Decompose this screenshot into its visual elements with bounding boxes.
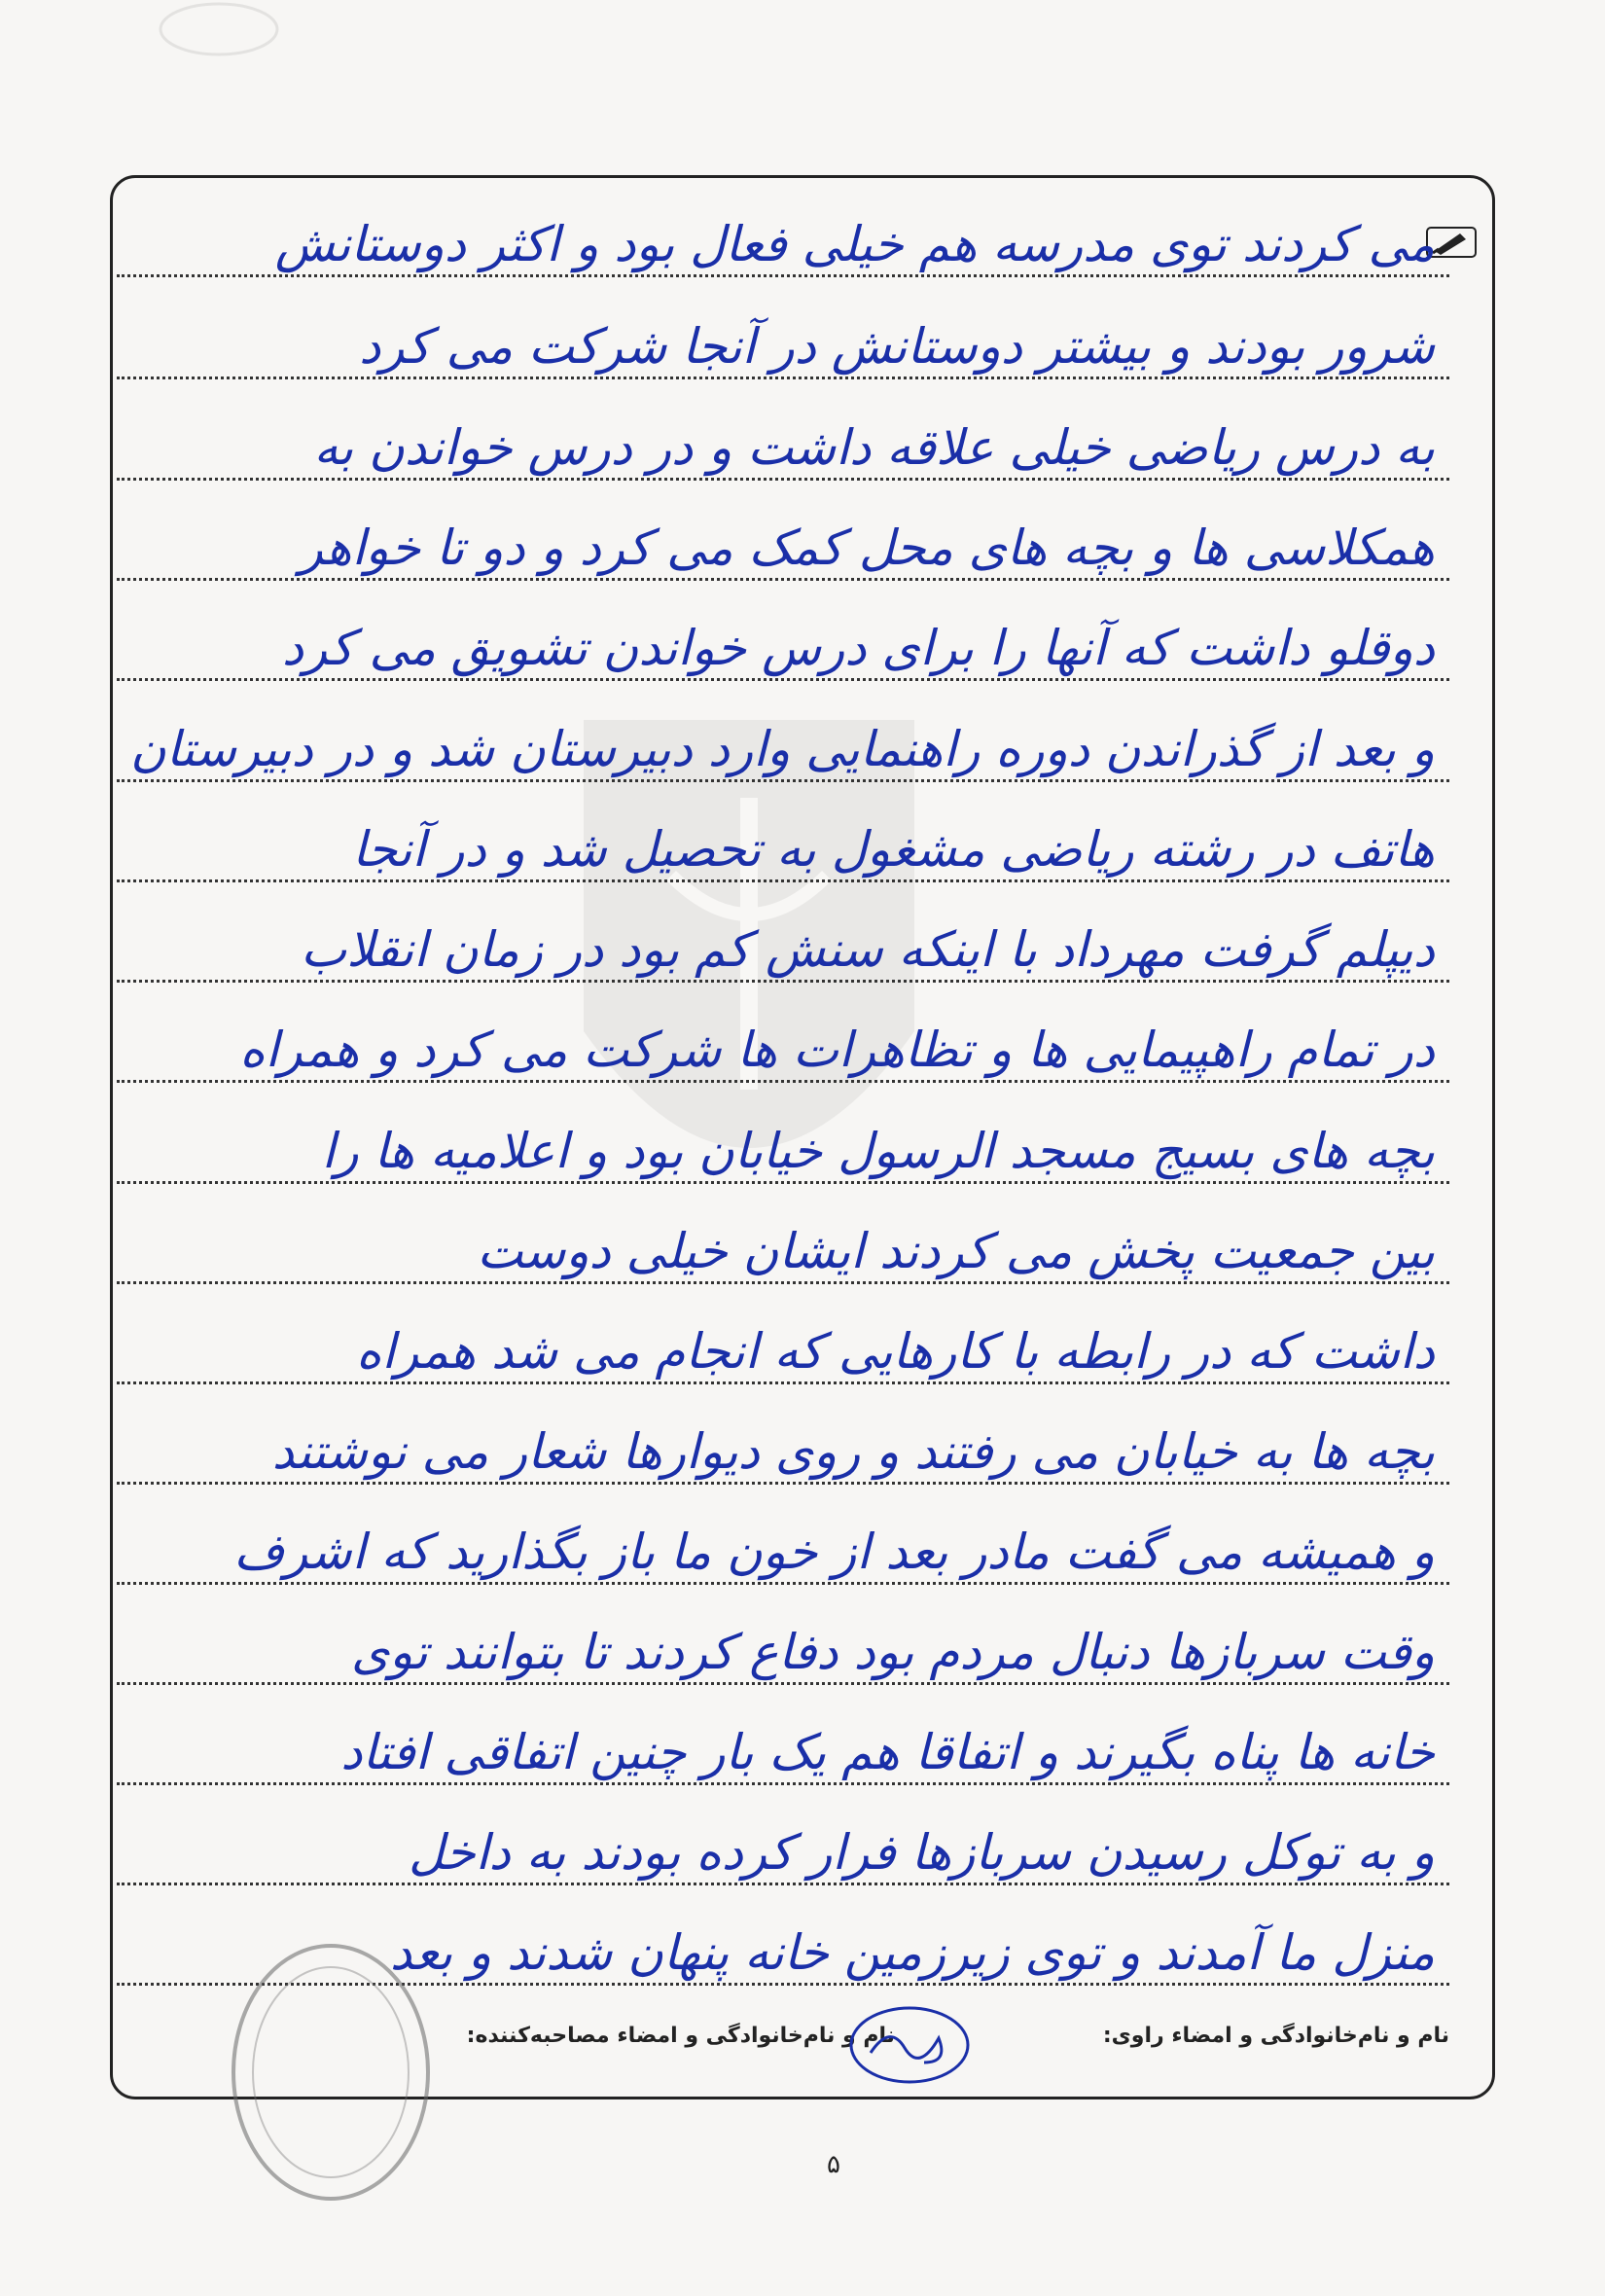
handwritten-line: و بعد از گذراندن دوره راهنمایی وارد دبیرستان شد و در دبیرستان	[130, 721, 1435, 777]
handwritten-line: هاتف در رشته ریاضی مشغول به تحصیل شد و در آنجا	[352, 821, 1435, 878]
handwritten-line: بچه های بسیج مسجد الرسول خیابان بود و اعلامیه ها را	[321, 1123, 1435, 1179]
handwritten-line: دوقلو داشت که آنها را برای درس خواندن تشویق می کرد	[281, 620, 1435, 676]
handwritten-line: به درس ریاضی خیلی علاقه داشت و در درس خواندن به	[313, 419, 1435, 476]
page-number: ۵	[827, 2150, 840, 2179]
handwritten-line: همکلاسی ها و بچه های محل کمک می کرد و دو تا خواهر	[299, 520, 1435, 576]
narrator-signature-label: نام و نام‌خانوادگی و امضاء راوی:	[1102, 2024, 1449, 2048]
handwritten-line: وقت سربازها دنبال مردم بود دفاع کردند تا بتوانند توی	[350, 1624, 1435, 1680]
handwritten-line: بچه ها به خیابان می رفتند و روی دیوارها شعار می نوشتند	[271, 1423, 1435, 1480]
handwritten-line: و همیشه می گفت مادر بعد از خون ما باز بگذارید که اشرف	[233, 1524, 1435, 1580]
ink-stamp	[224, 1936, 438, 2208]
handwritten-line: منزل ما آمدند و توی زیرزمین خانه پنهان شدند و بعد	[389, 1924, 1435, 1981]
interviewer-signature-label: نام و نام‌خانوادگی و امضاء مصاحبه‌کننده:	[466, 2024, 895, 2048]
handwritten-line: می کردند توی مدرسه هم خیلی فعال بود و اکثر دوستانش	[274, 216, 1435, 272]
handwritten-line: شرور بودند و بیشتر دوستانش در آنجا شرکت می کرد	[359, 318, 1435, 375]
faint-corner-emblem	[156, 0, 282, 58]
handwritten-line: بین جمعیت پخش می کردند ایشان خیلی دوست	[477, 1223, 1435, 1279]
handwritten-line: و به توکل رسیدن سربازها فرار کرده بودند به داخل	[408, 1824, 1435, 1881]
handwritten-line: دیپلم گرفت مهرداد با اینکه سنش کم بود در زمان انقلاب	[301, 921, 1435, 978]
handwritten-line: در تمام راهپیمایی ها و تظاهرات ها شرکت می کرد و همراه	[239, 1022, 1435, 1078]
handwritten-line: خانه ها پناه بگیرند و اتفاقا هم یک بار چنین اتفاقی افتاد	[340, 1724, 1435, 1780]
handwritten-line: داشت که در رابطه با کارهایی که انجام می شد همراه	[356, 1323, 1435, 1380]
handwritten-signature	[837, 1994, 982, 2092]
